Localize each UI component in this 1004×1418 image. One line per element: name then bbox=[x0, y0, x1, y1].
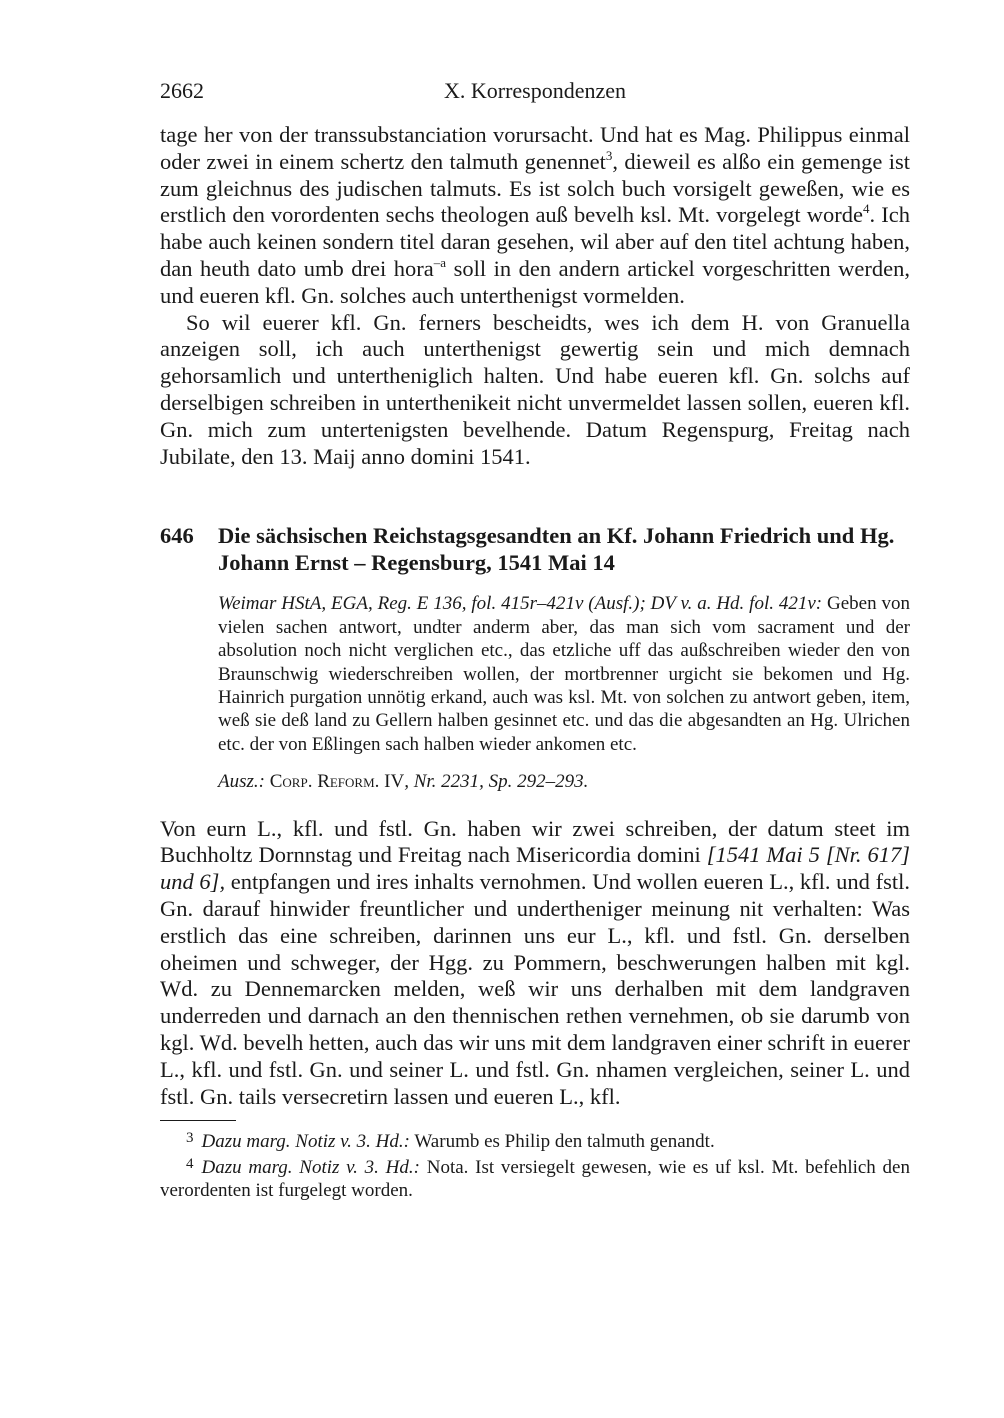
source-apparatus bbox=[218, 592, 910, 793]
text-run: . Ich habe auch keinen sondern titel daran gesehen, wil aber auf den titel achtung haben, dan heuth dato umb drei hora bbox=[160, 202, 910, 281]
continuation-paragraph-2: So wil euerer kfl. Gn. ferners bescheidts, wes ich dem H. von Granuella anzeigen soll, ich auch unterthenigst gewertig sein und mich demnach gehorsamlich und untertheniglich halten. Und habe eueren kfl. Gn. solchs auf derselbigen schreiben in unterthenikeit nicht unvermeldet lassen sollen, eueren kfl. Gn. mich zum untertenigsten bevelhende. Datum Regenspurg, Freitag nach Jubilate, den 13. Maij anno domini 1541. bbox=[160, 309, 910, 469]
running-head bbox=[160, 78, 910, 108]
footnote-text: Nota. Ist versiegelt gewesen, wie es uf ksl. Mt. befehlich den verordenten ist furgelegt worden. bbox=[160, 1157, 910, 1202]
footnotes bbox=[160, 1127, 910, 1202]
footnote-divider bbox=[160, 1120, 236, 1121]
text-run: , dieweil es alßo ein gemenge ist zum gleichnus des judischen talmuts. Es ist solch buch vorsigelt geweßen, wie es erstlich den vorordenten sechs theologen auß bevelh ksl. Mt. vorgelegt worde bbox=[160, 148, 910, 228]
dorsal-note: Geben von vielen sachen antwort, undter anderm aber, das man sich vom sacrament und der absolution noch nicht verglichen etc., das etzliche uff das außschreiben wieder den von Braunschwig wiederschreiben wollen, der mortbrenner urgicht sie bekomen und Hg. Hainrich purgation unnötig erkand, auch was ksl. Mt. von solchen zu antwort geben, item, weß sie deß land zu Gellern halben gesinnet etc. und das die abgesandten an Hg. Ulrichen etc. der von Eßlingen sach halben wieder ankomen etc. bbox=[218, 593, 910, 755]
editorial-insertion: [1541 Mai 5 [Nr. 617] und 6], bbox=[160, 842, 910, 895]
source-citation: Weimar HStA, EGA, Reg. E 136, fol. 415r–421v (Ausf.); DV v. a. Hd. fol. 421v: bbox=[218, 593, 823, 615]
footnote-ref-4[interactable]: 4 bbox=[863, 201, 870, 217]
excerpt-reference bbox=[218, 770, 910, 793]
footnote-4 bbox=[160, 1153, 910, 1202]
footnote-text: Warumb es Philip den talmuth genandt. bbox=[409, 1131, 715, 1153]
text-run: entpfangen und ires inhalts vernohmen. Und wollen eueren L., kfl. und fstl. Gn. darauf hinwider freuntlicher und undertheniger meinung nit verhalten: Was erstlich das eine schreiben, darinnen uns eur L., kfl. und fstl. Gn. derselben oheimen und schweger, der Hgg. zu Pommern, beschwerungen halben mit kgl. Wd. zu Dennemarcken melden, weß wir uns derhalben mit dem landgraven underreden und darnach an den thennischen rethen vernehmen, ob sie darumb von kgl. Wd. bevelh hetten, auch das wir uns mit dem landgraven einer schrift in euerer L., kfl. und fstl. Gn. und seiner L. und fstl. Gn. nhamen vergleichen, seiner L. und fstl. Gn. tails versecretirn lassen und eueren L., kfl. bbox=[160, 869, 910, 1109]
letter-body bbox=[160, 816, 910, 1111]
footnote-3 bbox=[160, 1127, 910, 1153]
document-page bbox=[160, 78, 910, 1202]
footnote-ref-3[interactable]: 3 bbox=[605, 147, 613, 163]
textual-note-ref: –a bbox=[433, 254, 447, 270]
text-run: tage her von der transsubstanciation vorursacht. Und hat es Mag. Philippus einmal oder zwei in einem schertz den talmuth genennet bbox=[160, 122, 910, 174]
document-title: Die sächsischen Reichstagsgesandten an Kf. Johann Friedrich und Hg. Johann Ernst – Regensburg, 1541 Mai 14 bbox=[218, 523, 895, 576]
text-run: soll in den andern artickel vorgeschritten werden, und eueren kfl. Gn. solches auch unterthenigst vormelden. bbox=[160, 255, 910, 308]
continuation-paragraph-1 bbox=[160, 122, 910, 310]
footnote-italic: Dazu marg. Notiz v. 3. Hd.: bbox=[201, 1157, 420, 1179]
source-description bbox=[218, 592, 910, 756]
document-heading bbox=[160, 522, 910, 576]
running-title: X. Korrespondenzen bbox=[443, 78, 627, 103]
document-number: 646 bbox=[160, 523, 194, 549]
corpus-title: Corp. Reform. IV bbox=[269, 771, 405, 793]
excerpt-label: Ausz.: bbox=[218, 771, 265, 793]
text-run: Von eurn L., kfl. und fstl. Gn. haben wir zwei schreiben, der datum steet im Buchholtz Dornnstag und Freitag nach Misericordia domini bbox=[160, 815, 910, 868]
page-number: 2662 bbox=[160, 78, 204, 103]
corpus-location: , Nr. 2231, Sp. 292–293. bbox=[404, 771, 589, 793]
footnote-italic: Dazu marg. Notiz v. 3. Hd.: bbox=[201, 1131, 410, 1153]
footnote-number: 4 bbox=[186, 1156, 194, 1173]
footnote-number: 3 bbox=[186, 1130, 194, 1147]
